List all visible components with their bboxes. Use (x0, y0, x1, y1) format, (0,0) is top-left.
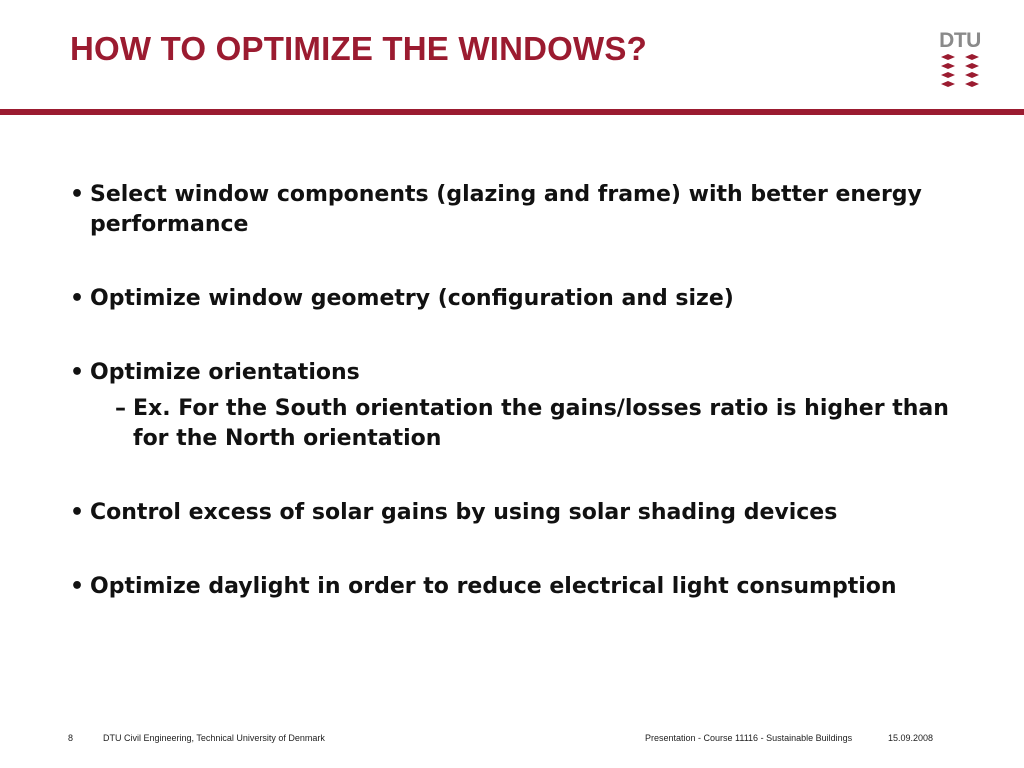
sub-bullet-list (90, 394, 950, 454)
page-number: 8 (68, 733, 74, 743)
bullet-text: Control excess of solar gains by using solar shading devices (90, 500, 838, 525)
bullet-item (70, 180, 950, 240)
title-divider (0, 109, 1024, 115)
bullet-item (70, 358, 950, 454)
bullet-marker: • (70, 182, 85, 207)
dtu-logo (936, 30, 984, 92)
sub-bullet-item (90, 394, 950, 454)
sub-bullet-marker: – (115, 396, 126, 421)
sub-bullet-text: Ex. For the South orientation the gains/losses ratio is higher than for the North orientation (133, 396, 949, 451)
bullet-item (70, 284, 950, 314)
dtu-wave-icon (939, 54, 981, 88)
bullet-marker: • (70, 286, 85, 311)
bullet-text: Optimize window geometry (configuration and size) (90, 286, 734, 311)
bullet-marker: • (70, 574, 85, 599)
bullet-marker: • (70, 500, 85, 525)
footer-organization: DTU Civil Engineering, Technical University of Denmark (103, 733, 325, 743)
bullet-item (70, 498, 950, 528)
bullet-list (70, 180, 950, 646)
footer-presentation: Presentation - Course 11116 - Sustainable Buildings (645, 733, 853, 743)
dtu-logo-text: DTU (939, 29, 981, 52)
bullet-text: Select window components (glazing and frame) with better energy performance (90, 182, 922, 237)
slide-title: HOW TO OPTIMIZE THE WINDOWS? (70, 30, 647, 67)
bullet-text: Optimize daylight in order to reduce electrical light consumption (90, 574, 897, 599)
bullet-marker: • (70, 360, 85, 385)
slide-footer (0, 733, 1024, 747)
footer-date: 15.09.2008 (888, 733, 934, 743)
bullet-text: Optimize orientations (90, 360, 360, 385)
bullet-item (70, 572, 950, 602)
